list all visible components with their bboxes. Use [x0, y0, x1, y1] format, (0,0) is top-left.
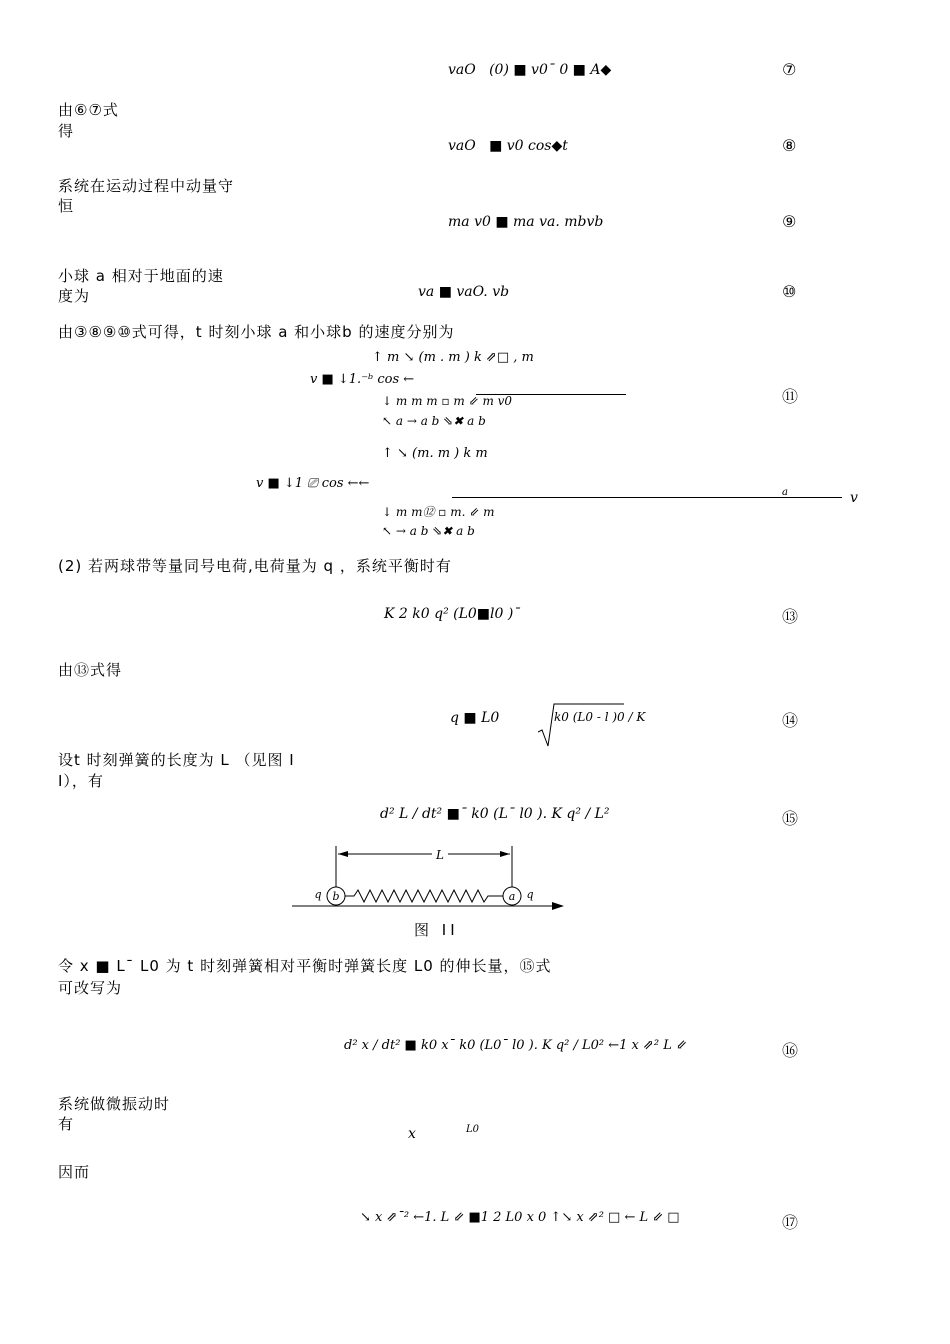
equation-number-16: ⑯	[782, 1041, 799, 1060]
figure-spring-system	[288, 840, 578, 916]
paragraph-text: 因而	[58, 1163, 91, 1181]
equation-number-8: ⑧	[782, 136, 797, 155]
paragraph-text: 恒	[58, 197, 75, 215]
equation-9: ma v0 ■ ma va. mbvb	[448, 214, 604, 230]
paragraph-text: 有	[58, 1115, 75, 1133]
equation-16: d² x / dt² ■ k0 xˉ k0 (L0ˉ l0 ). K q² / L0² ←1 x ⇗² L ⇙	[344, 1038, 687, 1053]
paragraph-text: 系统在运动过程中动量守	[58, 177, 235, 195]
equation-number-13: ⑬	[782, 607, 799, 626]
equation-17: ↘ x ⇗ˉ² ←1. L ⇙ ■1 2 L0 x 0 ↑↘ x ⇗² □ ← L ⇙ □	[360, 1210, 680, 1225]
label-a: a	[508, 890, 516, 903]
equation-number-9: ⑨	[782, 212, 797, 231]
equation-12-line-3: ↓ m m⑫ ▫ m. ⇙ m	[382, 505, 495, 519]
paragraph-text: 系统做微振动时	[58, 1095, 171, 1113]
equation-number-14: ⑭	[782, 711, 799, 730]
equation-12-line-1: ↑ ↘ (m. m ) k m	[382, 446, 488, 461]
equation-number-10: ⑩	[782, 282, 797, 301]
spring-zigzag	[345, 890, 503, 902]
equation-11-line-3: ↓ m m m ▫ m ⇙ m v0	[382, 394, 513, 408]
equation-11-line-4: ↖ a → a b ⇘✖ a b	[382, 414, 486, 428]
figure-svg	[288, 840, 578, 916]
equation-13: K 2 k0 q² (L0■l0 )ˉ	[384, 606, 521, 622]
paragraph-text: (2) 若两球带等量同号电荷,电荷量为 q ，系统平衡时有	[58, 557, 452, 575]
equation-11-line-1: ↑ m ↘ (m . m ) k ⇗□ , m	[372, 350, 534, 365]
equation-7	[448, 62, 611, 78]
paragraph-text: I），有	[58, 772, 104, 790]
eq7-body: (0) ■ v0ˉ 0 ■ A◆	[489, 62, 612, 78]
paragraph-text: 可改写为	[58, 979, 123, 997]
condition-rhs: L0	[466, 1124, 480, 1135]
equation-8	[448, 138, 568, 154]
arrowhead-left	[338, 851, 348, 857]
paragraph-text: 由③⑧⑨⑩式可得，t 时刻小球 a 和小球b 的速度分别为	[58, 323, 455, 341]
equation-12-v: v	[850, 490, 858, 506]
equation-11-line-2: v ■ ↓1.⁻ᵇ cos ←	[310, 372, 415, 387]
arrowhead-right	[500, 851, 510, 857]
equation-number-17: ⑰	[782, 1213, 799, 1232]
label-q-right: q	[526, 888, 534, 901]
label-q-left: q	[314, 888, 322, 901]
paragraph-text: 得	[58, 122, 75, 140]
paragraph-text: 小球 a 相对于地面的速	[58, 267, 224, 285]
paragraph-text: 度为	[58, 287, 91, 305]
eq8-body: ■ v0 cos◆t	[489, 138, 568, 154]
paragraph-text: 设t 时刻弹簧的长度为 L （见图 I	[58, 751, 295, 769]
equation-15: d² L / dt² ■ˉ k0 (Lˉ l0 ). K q² / L²	[380, 806, 610, 822]
equation-12-line-2: v ■ ↓1 ⎚ cos ←←	[256, 476, 370, 491]
figure-caption: 图 II	[414, 921, 459, 939]
eq8-lhs: vaO	[448, 138, 476, 154]
label-L: L	[436, 848, 444, 862]
equation-number-7: ⑦	[782, 60, 797, 79]
equation-number-11: ⑪	[782, 387, 799, 406]
paragraph-text: 由⑬式得	[58, 661, 123, 679]
paragraph-text: 由⑥⑦式	[58, 101, 119, 119]
equation-number-15: ⑮	[782, 809, 799, 828]
equation-12-line-4: ↖ → a b ⇘✖ a b	[382, 524, 475, 538]
label-b: b	[332, 890, 340, 903]
equation-12-tail: a	[782, 487, 788, 498]
equation-14: q ■ L0	[450, 710, 500, 726]
equation-10: va ■ vaO. vb	[418, 284, 510, 300]
condition-x: x	[408, 1126, 416, 1142]
axis-arrowhead	[552, 902, 564, 910]
paragraph-text: 令 x ■ Lˉ L0 为 t 时刻弹簧相对平衡时弹簧长度 L0 的伸长量，⑮式	[58, 957, 552, 975]
equation-14-root: k0 (L0 - l )0 / K	[554, 710, 646, 724]
eq7-lhs: vaO	[448, 62, 476, 78]
